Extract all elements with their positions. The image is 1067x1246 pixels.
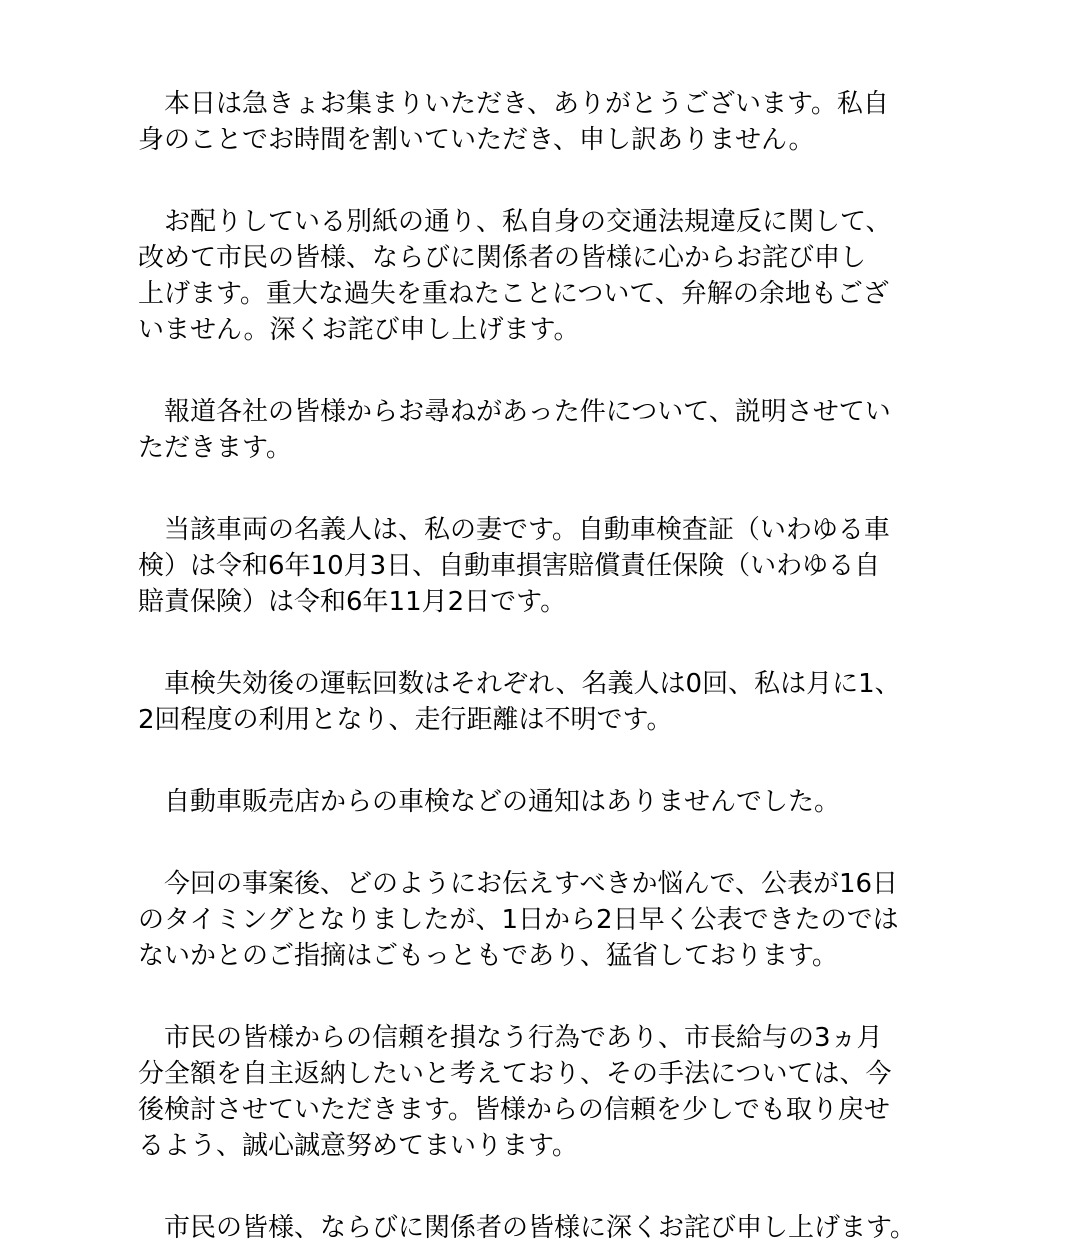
paragraph-opening-thanks <box>138 86 938 158</box>
text-line: 2回程度の利用となり、走行距離は不明です。 <box>138 705 673 735</box>
apology-statement <box>138 86 938 1246</box>
text-line: 上げます。重大な過失を重ねたことについて、弁解の余地もござ <box>138 279 889 309</box>
text-line: お配りしている別紙の通り、私自身の交通法規違反に関して、 <box>138 207 892 237</box>
text-line: 今回の事案後、どのようにお伝えすべきか悩んで、公表が16日 <box>138 869 899 899</box>
text-line: 自動車販売店からの車検などの通知はありませんでした。 <box>138 787 841 817</box>
text-line: のタイミングとなりましたが、1日から2日早く公表できたのでは <box>138 905 899 935</box>
paragraph-driving-count <box>138 666 938 738</box>
paragraph-dealer-notice <box>138 784 938 820</box>
paragraph-announcement-timing <box>138 866 938 974</box>
paragraph-closing-apology <box>138 1210 938 1246</box>
paragraph-vehicle-details <box>138 512 938 620</box>
text-line: 賠責保険）は令和6年11月2日です。 <box>138 587 567 617</box>
text-line: 市民の皆様からの信頼を損なう行為であり、市長給与の3ヵ月 <box>138 1023 883 1053</box>
text-line: 検）は令和6年10月3日、自動車損害賠償責任保険（いわゆる自 <box>138 551 881 581</box>
text-line: 分全額を自主返納したいと考えており、その手法については、今 <box>138 1059 892 1089</box>
text-line: ただきます。 <box>138 433 292 463</box>
text-line: 本日は急きょお集まりいただき、ありがとうございます。私自 <box>138 89 889 119</box>
text-line: 市民の皆様、ならびに関係者の皆様に深くお詫び申し上げます。 <box>138 1213 916 1243</box>
text-line: 身のことでお時間を割いていただき、申し訳ありません。 <box>138 125 815 155</box>
text-line: いません。深くお詫び申し上げます。 <box>138 315 580 345</box>
text-line: 当該車両の名義人は、私の妻です。自動車検査証（いわゆる車 <box>138 515 890 545</box>
text-line: るよう、誠心誠意努めてまいります。 <box>138 1131 578 1161</box>
text-line: 報道各社の皆様からお尋ねがあった件について、説明させてい <box>138 397 891 427</box>
text-line: ないかとのご指摘はごもっともであり、猛省しております。 <box>138 941 838 971</box>
paragraph-salary-return <box>138 1020 938 1164</box>
text-line: 改めて市民の皆様、ならびに関係者の皆様に心からお詫び申し <box>138 243 867 273</box>
text-line: 車検失効後の運転回数はそれぞれ、名義人は0回、私は月に1、 <box>138 669 901 699</box>
paragraph-press-inquiry <box>138 394 938 466</box>
text-line: 後検討させていただきます。皆様からの信頼を少しでも取り戻せ <box>138 1095 890 1125</box>
paragraph-apology <box>138 204 938 348</box>
